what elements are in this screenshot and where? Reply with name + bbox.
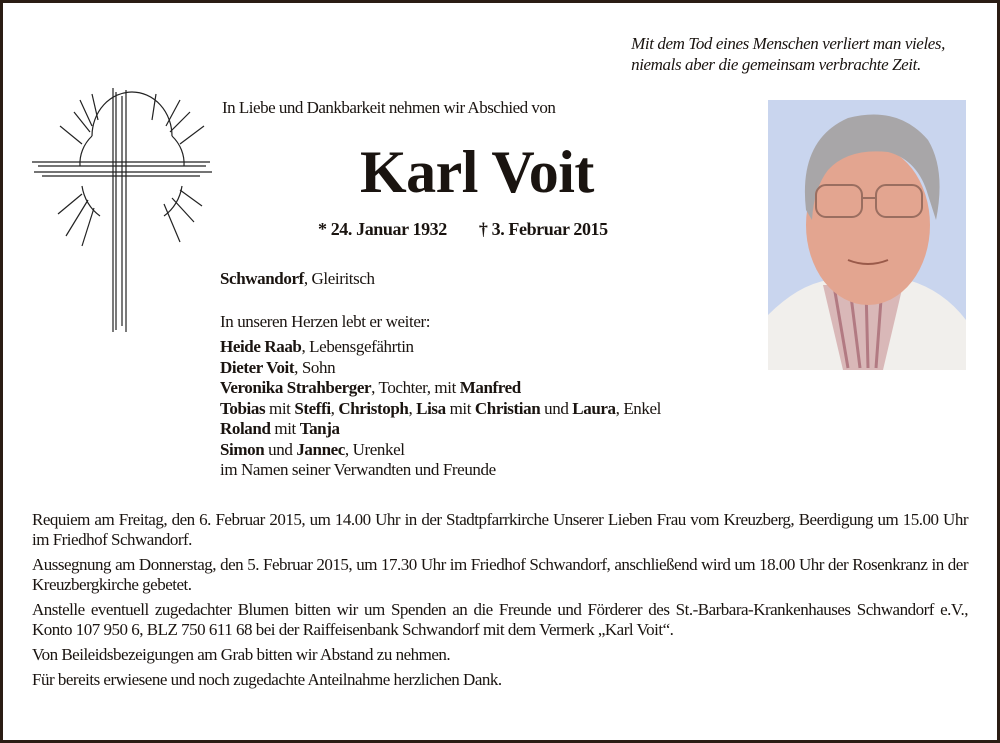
deceased-name: Karl Voit (360, 139, 594, 205)
mourner-relation: , Urenkel (344, 439, 405, 459)
mourner-relation: , Sohn (294, 357, 336, 377)
mourner-name: Veronika Strahberger (220, 378, 372, 397)
mourner-name: Lisa (416, 398, 446, 418)
mourner-name: Dieter Voit (220, 357, 295, 377)
mourner-name: Christoph (338, 398, 409, 418)
mourners-lead: In unseren Herzen lebt er weiter: (220, 312, 431, 331)
place-main: Schwandorf (220, 269, 304, 288)
mourner-name: Tanja (299, 419, 340, 438)
thanks-note: Für bereits erwiesene und noch zugedachte Anteilnahme herzlichen Dank. (32, 670, 502, 689)
mourner-line (220, 378, 661, 399)
mourner-name: Heide Raab (220, 337, 302, 356)
mourner-name: Laura (572, 398, 616, 418)
mourner-line (220, 440, 661, 461)
mourner-line (220, 358, 661, 379)
mourner-line (220, 419, 661, 440)
mourner-relation: , Enkel (615, 398, 661, 418)
mourner-name: Manfred (459, 378, 521, 397)
mourner-name: Christian (474, 398, 541, 418)
mourners-list (220, 337, 661, 481)
mourner-name: Steffi (294, 398, 331, 418)
birth-date: * 24. Januar 1932 (318, 219, 447, 239)
motto-quote (631, 33, 945, 75)
motto-line: Mit dem Tod eines Menschen verliert man vieles, (631, 34, 945, 53)
condolence-note: Von Beileidsbezeigungen am Grab bitten wir Abstand zu nehmen. (32, 645, 451, 664)
requiem-info: Requiem am Freitag, den 6. Februar 2015, um 14.00 Uhr in der Stadtpfarrkirche Unserer Lieben Frau vom Kreuzberg, Beerdigung um 15.00 Uhr im Friedhof Schwandorf. (32, 510, 968, 549)
mourner-line (220, 337, 661, 358)
motto-line: niemals aber die gemeinsam verbrachte Zeit. (631, 55, 921, 74)
portrait-photo (768, 100, 966, 370)
cross-sunburst-icon (30, 86, 214, 334)
mourner-name: Simon (220, 439, 265, 459)
blessing-info: Aussegnung am Donnerstag, den 5. Februar 2015, um 17.30 Uhr im Friedhof Schwandorf, anschließend wird um 18.00 Uhr der Rosenkranz in der Kreuzbergkirche gebetet. (32, 555, 968, 594)
donation-info: Anstelle eventuell zugedachter Blumen bitten wir um Spenden an die Freunde und Förderer des St.-Barbara-Krankenhauses Schwandorf e.V., Konto 107 950 6, BLZ 750 611 68 bei der Raiffeisenbank Schwandorf mit dem Vermerk „Karl Voit“. (32, 600, 968, 639)
mourner-name: Roland (220, 419, 271, 438)
intro-text: In Liebe und Dankbarkeit nehmen wir Abschied von (222, 98, 556, 117)
mourner-name: Tobias (220, 398, 266, 418)
place (220, 269, 375, 289)
mourner-relation: mit (270, 419, 300, 438)
mourner-relation: , (408, 398, 417, 418)
mourner-relation: , (330, 398, 339, 418)
mourner-name: Jannec (296, 439, 345, 459)
mourner-relation: im Namen seiner Verwandten und Freunde (220, 460, 496, 479)
place-rest: , Gleiritsch (303, 269, 375, 288)
mourner-relation: , Lebensgefährtin (301, 337, 414, 356)
mourner-relation: und (540, 398, 573, 418)
mourner-relation: , Tochter, mit (371, 378, 460, 397)
mourner-relation: und (264, 439, 297, 459)
mourner-line (220, 399, 661, 420)
mourner-relation: mit (445, 398, 475, 418)
death-date: † 3. Februar 2015 (478, 219, 608, 239)
mourner-relation: mit (265, 398, 295, 418)
life-dates (318, 219, 608, 240)
mourner-line (220, 460, 661, 481)
service-info (32, 510, 968, 695)
